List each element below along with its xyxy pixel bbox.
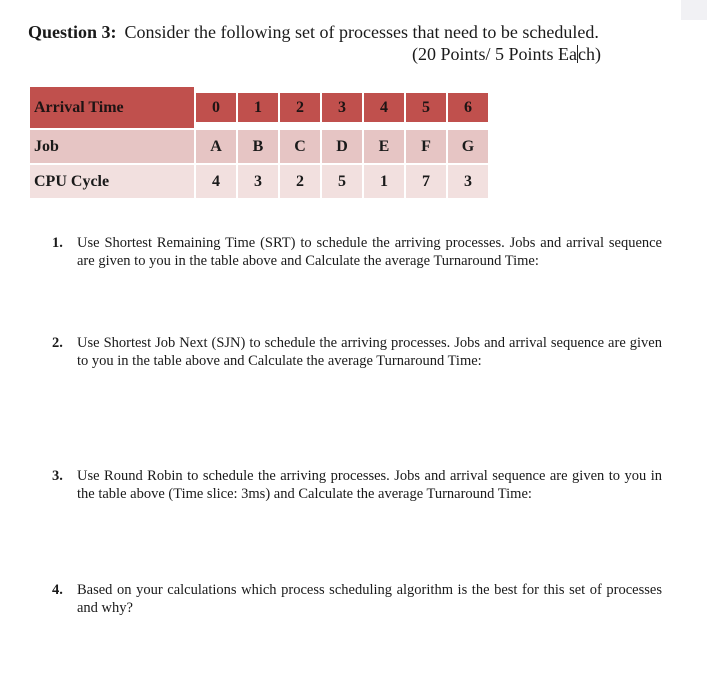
list-item-4 — [52, 581, 662, 617]
job-cell: C — [279, 129, 321, 164]
question-prompt: Consider the following set of processes that need to be scheduled. — [124, 22, 599, 42]
job-cell: E — [363, 129, 405, 164]
item-text: Use Shortest Job Next (SJN) to schedule the arriving processes. Jobs and arrival sequence are given to you in the table above and Calculate the average Turnaround Time: — [77, 335, 662, 369]
row-label-arrival-time: Arrival Time — [30, 87, 195, 129]
item-number: 3. — [52, 468, 63, 484]
top-right-corner-mark — [681, 0, 707, 20]
job-cell: D — [321, 129, 363, 164]
item-number: 4. — [52, 582, 63, 598]
question-label: Question 3: — [28, 22, 117, 42]
points-note — [412, 43, 601, 65]
list-item-1 — [52, 234, 662, 270]
cpu-cell: 5 — [321, 164, 363, 198]
points-text-end: ch) — [578, 44, 601, 64]
item-text: Based on your calculations which process scheduling algorithm is the best for this set of processes and why? — [77, 582, 662, 616]
arrival-cell: 5 — [405, 87, 447, 129]
item-text: Use Shortest Remaining Time (SRT) to schedule the arriving processes. Jobs and arrival sequence are given to you in the table above and Calculate the average Turnaround Time: — [77, 235, 662, 269]
table-row-job — [30, 129, 488, 164]
job-cell: G — [447, 129, 488, 164]
row-label-cpu-cycle: CPU Cycle — [30, 164, 195, 198]
list-item-3 — [52, 467, 662, 503]
job-cell: B — [237, 129, 279, 164]
table-row-arrival-time — [30, 87, 488, 129]
job-cell: A — [195, 129, 237, 164]
item-number: 2. — [52, 335, 63, 351]
cpu-cell: 3 — [237, 164, 279, 198]
process-table — [30, 87, 488, 198]
item-text: Use Round Robin to schedule the arriving processes. Jobs and arrival sequence are given to you in the table above (Time slice: 3ms) and Calculate the average Turnaround Time: — [77, 468, 662, 502]
row-label-job: Job — [30, 129, 195, 164]
cpu-cell: 4 — [195, 164, 237, 198]
item-number: 1. — [52, 235, 63, 251]
arrival-cell: 0 — [195, 87, 237, 129]
arrival-cell: 3 — [321, 87, 363, 129]
points-text-start: (20 Points/ 5 Points Ea — [412, 44, 578, 64]
arrival-cell: 1 — [237, 87, 279, 129]
cpu-cell: 1 — [363, 164, 405, 198]
cpu-cell: 3 — [447, 164, 488, 198]
job-cell: F — [405, 129, 447, 164]
question-heading — [28, 21, 599, 43]
arrival-cell: 2 — [279, 87, 321, 129]
arrival-cell: 4 — [363, 87, 405, 129]
cpu-cell: 2 — [279, 164, 321, 198]
table-row-cpu-cycle — [30, 164, 488, 198]
arrival-cell: 6 — [447, 87, 488, 129]
list-item-2 — [52, 334, 662, 370]
cpu-cell: 7 — [405, 164, 447, 198]
